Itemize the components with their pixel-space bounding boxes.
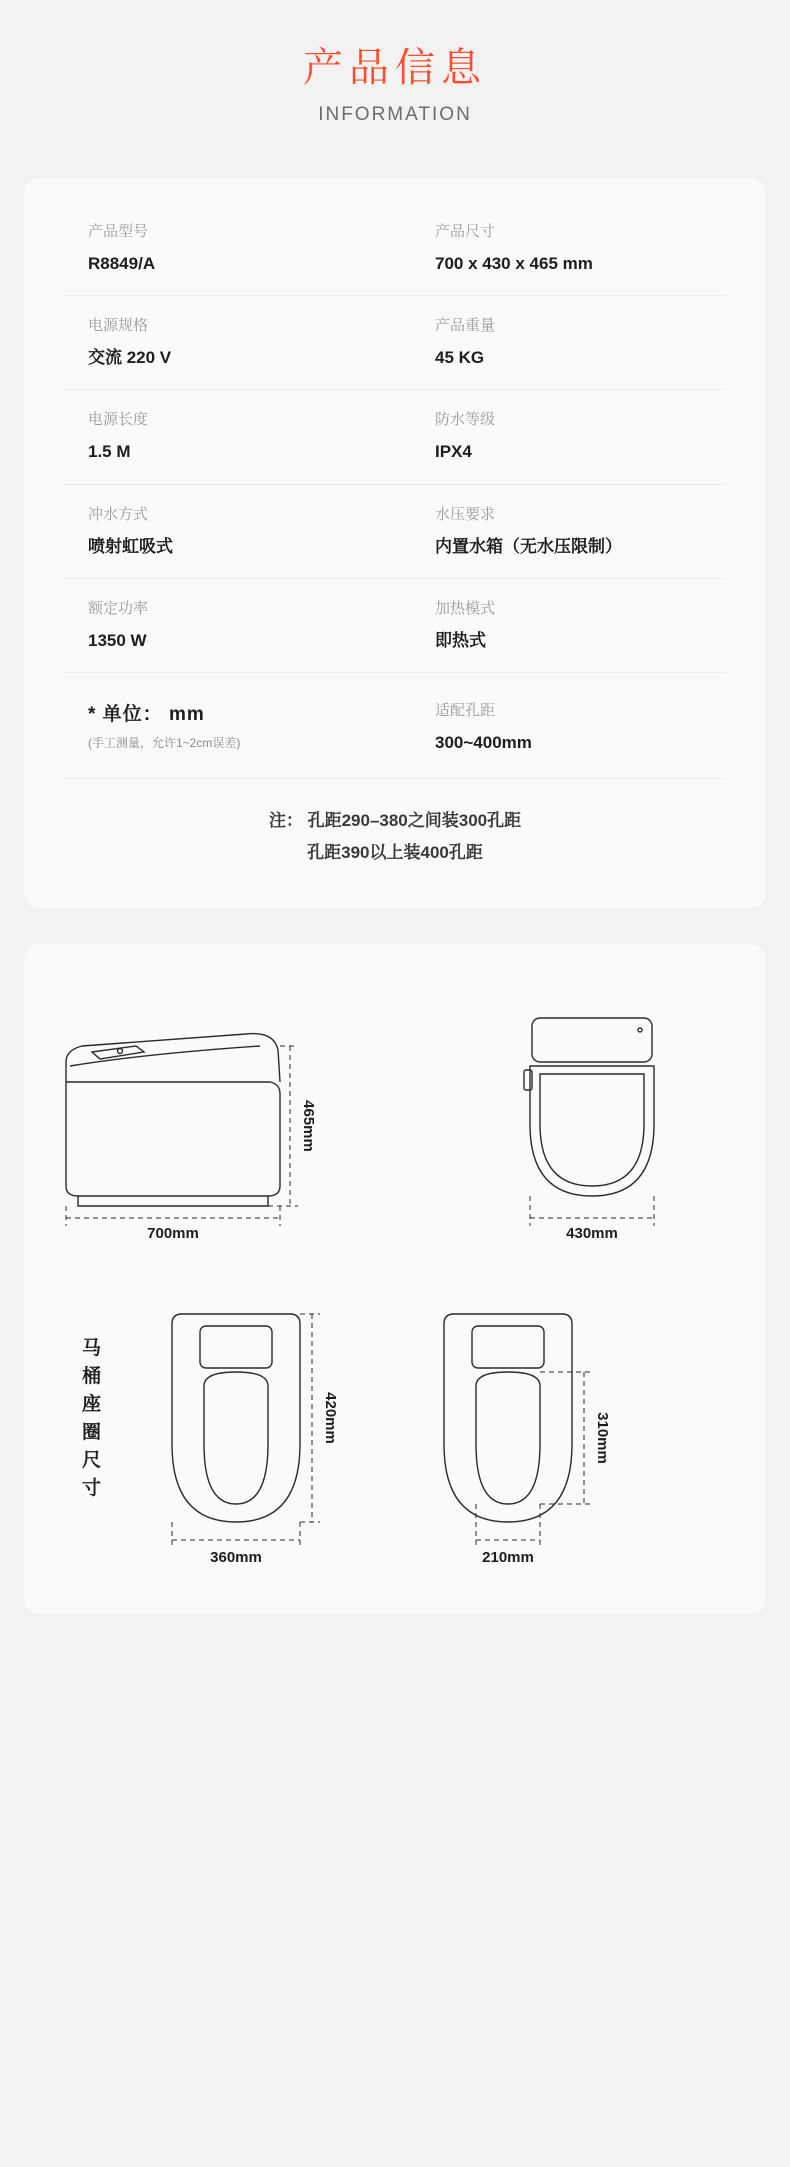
seat-left-width-label: 360mm [210,1549,262,1566]
top-view-drawing [524,1018,654,1242]
top-view-width-label: 430mm [566,1225,618,1242]
spec-label: 电源长度 [88,411,149,429]
seat-left-height-label: 420mm [322,1392,339,1444]
spec-label: 防水等级 [435,411,496,429]
page-title: 产品信息 [303,46,487,90]
dimension-diagram-card [24,944,766,1614]
side-view-drawing [66,1034,317,1242]
spec-cell [395,408,726,465]
table-row [64,579,726,673]
installation-note [64,779,726,878]
spec-value: 交流 220 V [88,348,172,368]
seat-outer-dimension-drawing [172,1314,339,1566]
spec-cell [64,503,395,560]
spec-cell [395,220,726,277]
spec-value: R8849/A [88,254,156,273]
spec-cell [64,597,395,654]
spec-value: IPX4 [435,442,472,462]
spec-value: 即热式 [435,630,486,650]
spec-cell [64,220,395,277]
side-view-length-label: 700mm [147,1225,199,1242]
spec-label: 水压要求 [435,505,496,523]
spec-label: 产品重量 [435,317,496,335]
spec-cell [64,314,395,371]
units-cell [64,699,395,756]
seat-section-label: 寸 [82,1478,102,1499]
spec-label: 额定功率 [88,599,149,617]
units-note: (手工测量，允许1~2cm误差) [88,735,241,750]
spec-cell [395,503,726,560]
table-row [64,485,726,579]
page-header [0,0,790,126]
units-row [64,673,726,779]
seat-section-label: 桶 [82,1366,102,1387]
spec-value: 700 x 430 x 465 mm [435,254,593,273]
spec-value: 1.5 M [88,442,131,462]
spec-value: 喷射虹吸式 [88,536,173,556]
seat-section-label: 尺 [82,1450,102,1471]
note-line-1: 注： 孔距290–380之间装300孔距 [268,811,522,831]
seat-right-width-label: 210mm [482,1549,534,1566]
table-row [64,214,726,296]
spec-label: 冲水方式 [88,505,149,523]
spec-label: 加热模式 [435,599,496,617]
spec-label: 产品尺寸 [435,223,496,240]
spec-value: 300~400mm [435,732,532,752]
seat-section-label: 圈 [82,1422,102,1443]
table-row [64,390,726,484]
spec-label: 电源规格 [88,317,149,335]
note-line-2: 孔距390以上装400孔距 [307,842,483,862]
hole-spacing-cell [395,699,726,756]
spec-label: 产品型号 [88,223,149,240]
spec-cell [395,314,726,371]
spec-cell [395,597,726,654]
spec-label: 适配孔距 [435,701,496,719]
spec-value: 内置水箱（无水压限制） [435,536,622,556]
spec-value: 45 KG [435,348,485,368]
units-label: * 单位： mm [88,703,205,725]
spec-value: 1350 W [88,630,147,650]
seat-section-label: 座 [82,1394,102,1415]
page-subtitle: INFORMATION [318,104,472,125]
spec-cell [64,408,395,465]
side-view-height-label: 465mm [300,1100,317,1152]
dimension-diagrams [24,974,766,1574]
seat-section-label: 马 [82,1338,102,1359]
spec-table-card [24,178,766,908]
seat-right-height-label: 310mm [594,1412,611,1464]
seat-inner-dimension-drawing [444,1314,611,1566]
table-row [64,296,726,390]
